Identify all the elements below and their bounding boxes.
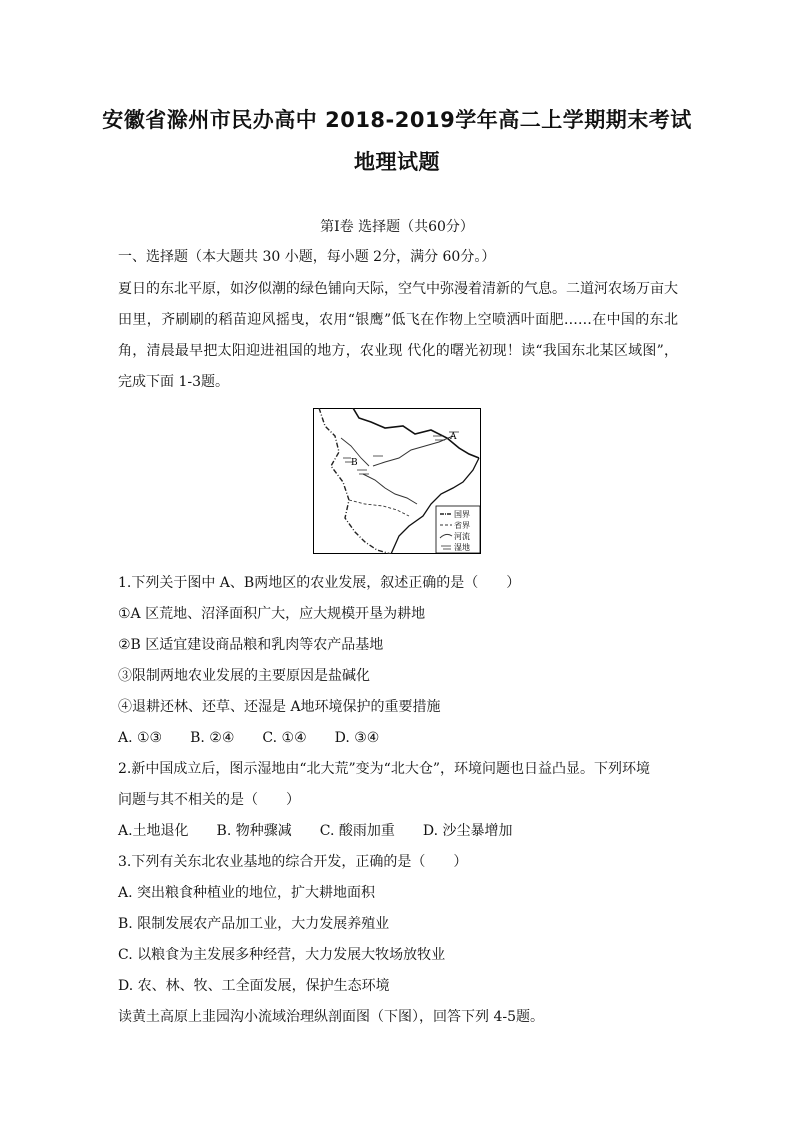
map-label-a: A [450,432,457,442]
question-1-item-4: ④退耕还林、还草、还湿是 A地环境保护的重要措施 [118,699,441,715]
question-3-option-a: A. 突出粮食种植业的地位，扩大耕地面积 [118,885,376,901]
question-3-option-c: C. 以粮食为主发展多种经营，大力发展大牧场放牧业 [118,947,446,963]
svg-text:国界: 国界 [454,510,470,519]
question-2-stem-line-1: 2.新中国成立后，图示湿地由“北大荒”变为“北大仓”，环境问题也日益凸显。下列环境 [118,761,650,777]
part-heading: 一、选择题（本大题共 30 小题，每小题 2分，满分 60分。） [118,249,496,265]
question-1-options: A. ①③ B. ②④ C. ①④ D. ③④ [118,730,380,746]
question-3-stem: 3.下列有关东北农业基地的综合开发，正确的是（ ） [118,854,468,870]
map-label-b: B [351,458,358,468]
document-title: 安徽省滁州市民办高中 2018-2019学年高二上学期期末考试 [102,108,692,132]
question-3-option-d: D. 农、林、牧、工全面发展，保护生态环境 [118,978,390,994]
next-section-intro: 读黄土高原上韭园沟小流域治理纵剖面图（下图），回答下列 4-5题。 [118,1009,544,1025]
question-1-item-3: ③限制两地农业发展的主要原因是盐碱化 [118,668,370,684]
question-1-item-2: ②B 区适宜建设商品粮和乳肉等农产品基地 [118,637,384,653]
northeast-region-map [313,408,481,554]
intro-paragraph: 夏日的东北平原，如汐似潮的绿色铺向天际，空气中弥漫着清新的气息。二道河农场万亩大田里，齐刷刷的稻苗迎风摇曳，农用“银鹰”低飞在作物上空喷洒叶面肥……在中国的东北角，清晨最早把太阳迎进祖国的地方，农业现 代化的曙光初现！读“我国东北某区域图”，完成下面 1-3题。 [118,281,678,390]
question-2-stem-line-2: 问题与其不相关的是（ ） [118,792,300,808]
question-3-option-b: B. 限制发展农产品加工业，大力发展养殖业 [118,916,390,932]
svg-text:河流: 河流 [454,532,470,541]
question-1-stem: 1.下列关于图中 A、B两地区的农业发展，叙述正确的是（ ） [118,575,521,591]
section-heading: 第Ⅰ卷 选择题（共60分） [320,219,474,235]
svg-text:湿地: 湿地 [454,543,470,552]
question-2-options: A.土地退化 B. 物种骤减 C. 酸雨加重 D. 沙尘暴增加 [118,823,513,839]
question-1-item-1: ①A 区荒地、沼泽面积广大，应大规模开垦为耕地 [118,606,426,622]
document-subtitle: 地理试题 [354,150,440,174]
svg-text:省界: 省界 [454,521,470,530]
